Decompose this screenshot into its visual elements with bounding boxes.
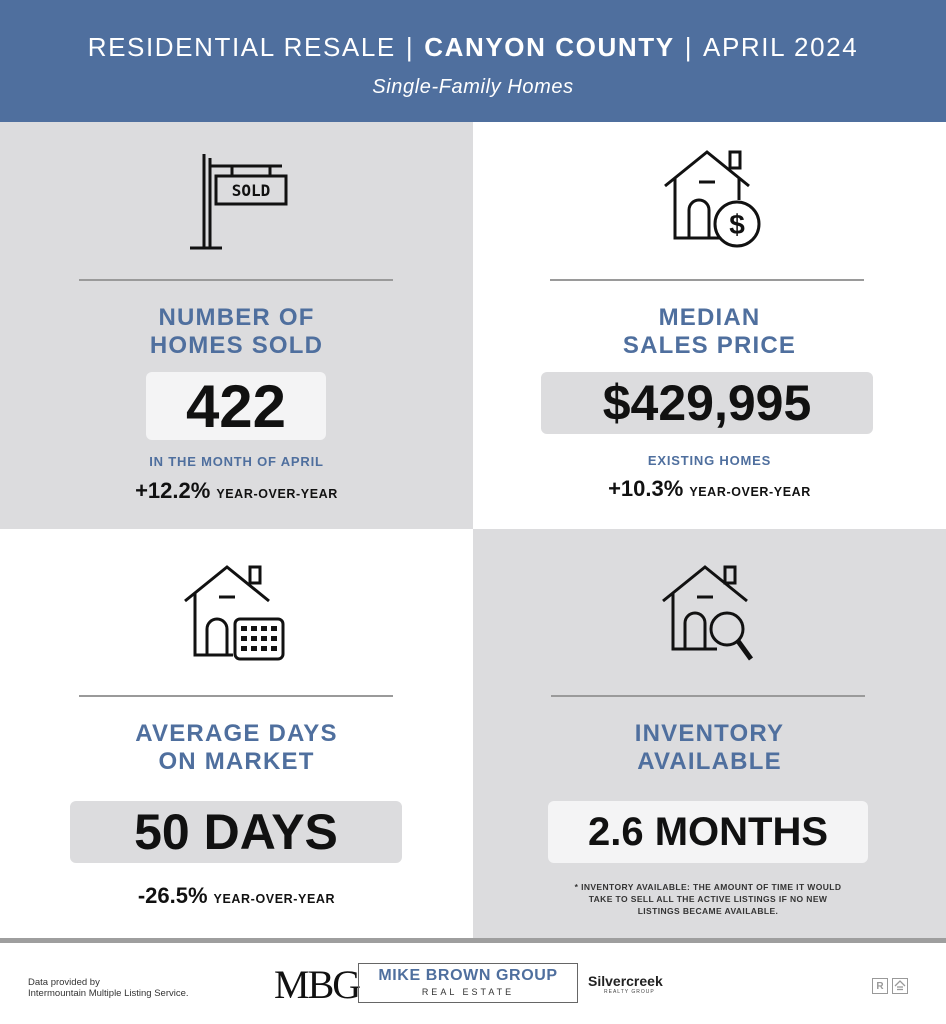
metric-label-line1: AVERAGE DAYS: [135, 720, 338, 747]
title-report-type: RESIDENTIAL RESALE: [87, 32, 396, 62]
yoy-label: YEAR-OVER-YEAR: [689, 485, 811, 499]
median-price-panel: [473, 122, 946, 529]
house-dollar-icon: [473, 148, 946, 252]
yoy-percent: +10.3%: [608, 476, 684, 501]
metric-label-line2: AVAILABLE: [637, 748, 782, 775]
sold-sign-text: SOLD: [231, 181, 270, 200]
yoy-percent: +12.2%: [135, 478, 211, 503]
brand-name: MIKE BROWN GROUP: [378, 967, 558, 984]
days-on-market-panel: [0, 529, 473, 938]
yoy-change: [473, 476, 946, 502]
credit-line: Data provided by: [28, 977, 100, 988]
footnote-line: * INVENTORY AVAILABLE: THE AMOUNT OF TIME IT WOULD: [574, 882, 842, 892]
metric-label-line1: MEDIAN: [658, 304, 761, 331]
title-date: APRIL 2024: [703, 32, 859, 62]
page-subtitle: Single-Family Homes: [372, 76, 574, 98]
footer: [0, 943, 946, 1024]
footnote-line: LISTINGS BECAME AVAILABLE.: [637, 906, 779, 916]
metric-label: [473, 304, 946, 360]
header-banner: [0, 0, 946, 122]
svg-text:$: $: [728, 209, 745, 240]
inventory-footnote: [548, 881, 868, 917]
footnote-line: TAKE TO SELL ALL THE ACTIVE LISTINGS IF NO NEW: [588, 894, 828, 904]
house-magnifier-icon: [473, 563, 946, 667]
metric-note: EXISTING HOMES: [647, 453, 772, 468]
silvercreek-subtitle: REALTY GROUP: [604, 989, 655, 995]
metric-label: [473, 720, 946, 776]
title-separator: |: [405, 32, 415, 62]
divider: [79, 695, 393, 697]
metric-value: 422: [146, 372, 326, 440]
title-separator: |: [684, 32, 694, 62]
metric-label: [0, 720, 473, 776]
yoy-label: YEAR-OVER-YEAR: [216, 487, 338, 501]
yoy-change: [0, 478, 473, 504]
brand-subtitle: REAL ESTATE: [421, 987, 515, 997]
title-county: CANYON COUNTY: [424, 32, 675, 62]
metric-label-line2: HOMES SOLD: [149, 332, 324, 359]
sold-sign-icon: [0, 150, 473, 252]
inventory-panel: [473, 529, 946, 938]
metric-label: [0, 304, 473, 360]
equal-housing-icon: [892, 978, 908, 994]
page-title: [0, 32, 946, 63]
metric-value: $429,995: [541, 372, 873, 434]
yoy-change: [0, 883, 473, 909]
metric-note: IN THE MONTH OF APRIL: [149, 454, 324, 469]
metric-value: 2.6 MONTHS: [548, 801, 868, 863]
metric-label-line2: SALES PRICE: [622, 332, 797, 359]
silvercreek-logo: Silvercreek: [588, 973, 663, 989]
divider: [550, 279, 864, 281]
data-credit: [28, 977, 189, 999]
credit-line: Intermountain Multiple Listing Service.: [28, 988, 189, 999]
realtor-icon: R: [872, 978, 888, 994]
divider: [551, 695, 865, 697]
brand-box: [358, 963, 578, 1003]
divider: [79, 279, 393, 281]
mbg-logo: MBG: [274, 962, 360, 1007]
house-calendar-icon: [0, 563, 473, 667]
metric-label-line2: ON MARKET: [158, 748, 315, 775]
legal-icons: [872, 978, 908, 994]
yoy-label: YEAR-OVER-YEAR: [213, 892, 336, 906]
metric-label-line1: NUMBER OF: [158, 304, 315, 331]
metric-label-line1: INVENTORY: [634, 720, 785, 747]
homes-sold-panel: [0, 122, 473, 529]
yoy-percent: -26.5%: [137, 883, 208, 908]
metric-value: 50 DAYS: [70, 801, 402, 863]
